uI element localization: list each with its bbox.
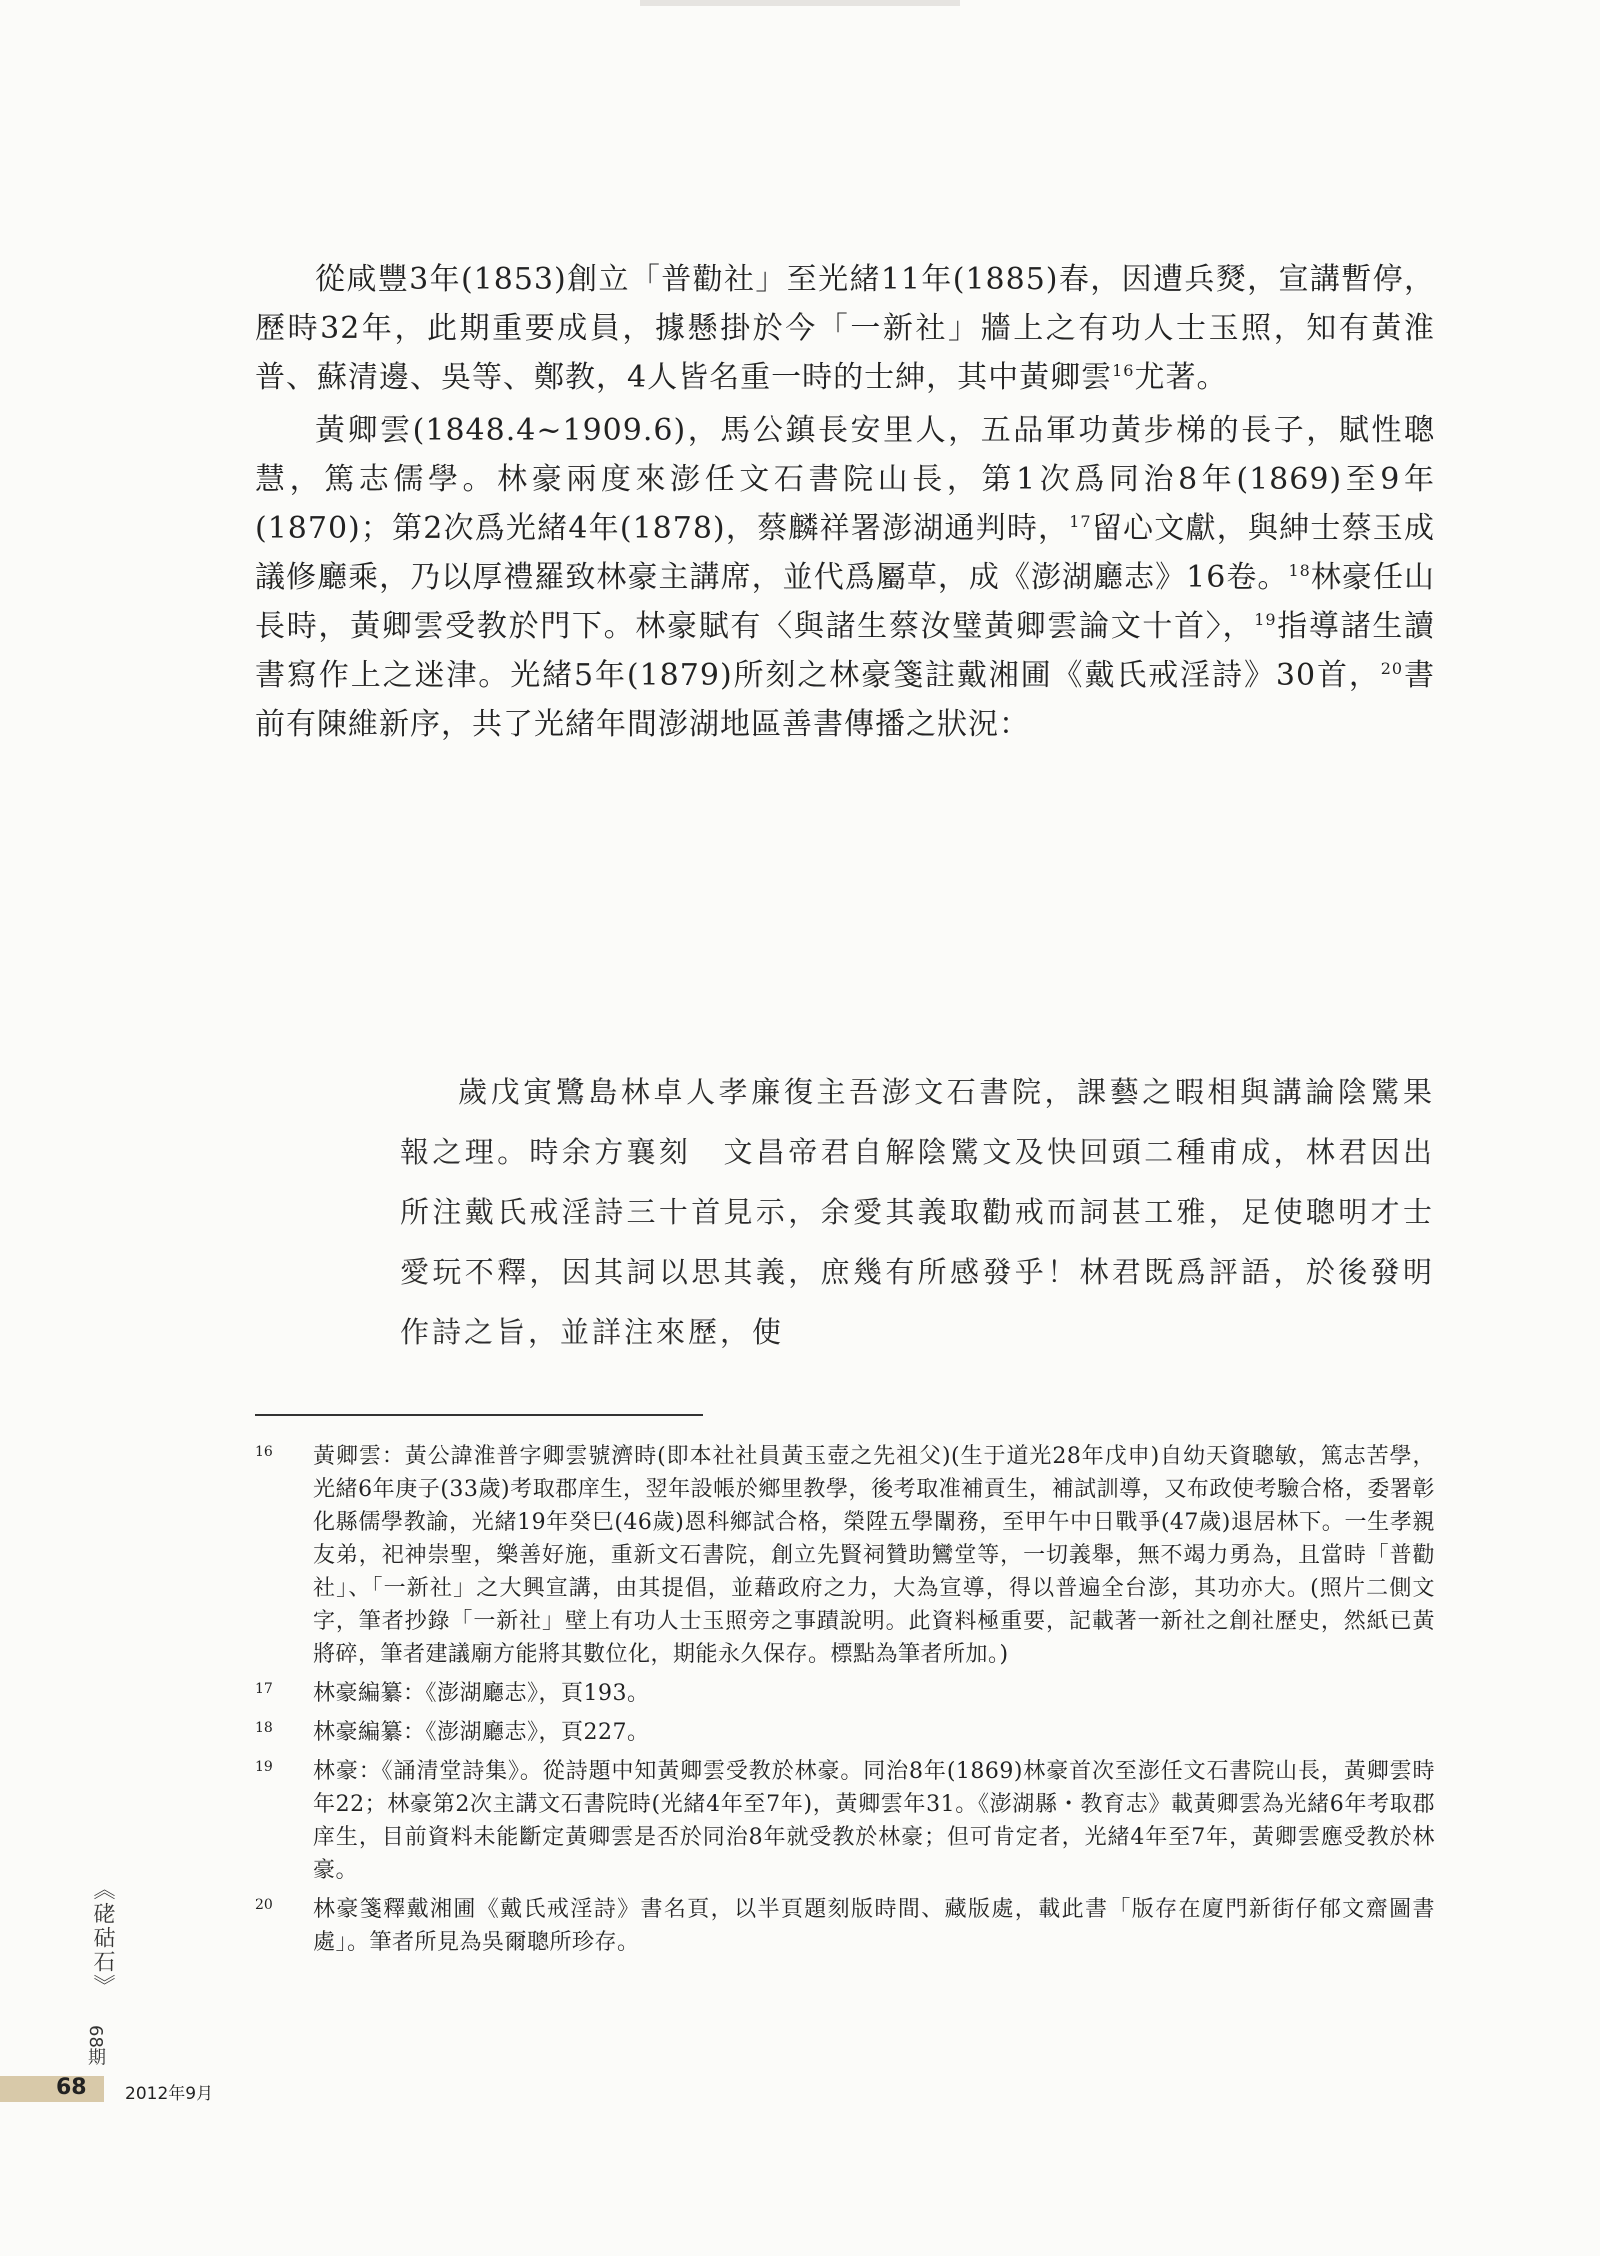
- footnote-item: [255, 1755, 1435, 1887]
- footnote-number: 18: [255, 1720, 273, 1736]
- footnote-ref-18[interactable]: 18: [1288, 561, 1311, 580]
- footnote-text: 林豪編纂：《澎湖廳志》，頁227。: [313, 1720, 650, 1745]
- footnote-item: [255, 1677, 1435, 1710]
- footnote-ref-16[interactable]: 16: [1112, 361, 1135, 380]
- footnote-ref-20[interactable]: 20: [1380, 659, 1404, 678]
- footnote-divider: [255, 1414, 703, 1416]
- footnote-ref-17[interactable]: 17: [1069, 512, 1092, 531]
- journal-title: 《硓𥑮石》: [90, 1878, 115, 1998]
- paragraph-1: 從咸豐3年(1853)創立「普勸社」至光緒11年(1885)春，因遭兵燹，宣講暫停，歷時32年，此期重要成員，據懸掛於今「一新社」牆上之有功人士玉照，知有黃淮普、蘇清邊、吳等、鄭教，4人皆名重一時的士紳，其中黃卿雲$^{16}$尤著。: [255, 262, 1435, 395]
- footnote-item: [255, 1893, 1435, 1959]
- footnote-text: 林豪：《誦清堂詩集》。從詩題中知黃卿雲受教於林豪。同治8年(1869)林豪首次至澎任文石書院山長，黃卿雲時年22；林豪第2次主講文石書院時(光緒4年至7年)，黃卿雲年31。《澎湖縣・教育志》載黃卿雲為光緒6年考取郡庠生，目前資料未能斷定黃卿雲是否於同治8年就受教於林豪；但可肯定者，光緒4年至7年，黃卿雲應受教於林豪。: [313, 1759, 1435, 1883]
- footnote-item: [255, 1440, 1435, 1671]
- footnote-number: 17: [255, 1681, 273, 1697]
- footnote-ref-19[interactable]: 19: [1254, 610, 1277, 629]
- quote-text: 歲戊寅鷺島林卓人孝廉復主吾澎文石書院，課藝之暇相與講論陰騭果報之理。時余方襄刻 文昌帝君自解陰騭文及快回頭二種甫成，林君因出所注戴氏戒淫詩三十首見示，余愛其義取勸戒而詞甚工雅，足使聰明才士愛玩不釋，因其詞以思其義，庶幾有所感發乎！林君既爲評語，於後發明作詩之旨，並詳注來歷，使: [400, 1075, 1435, 1349]
- footnote-item: [255, 1716, 1435, 1749]
- scan-top-mark: [640, 0, 960, 6]
- footnote-number: 19: [255, 1759, 273, 1775]
- issue-number: 68期: [85, 2025, 106, 2066]
- footnote-number: 16: [255, 1444, 273, 1460]
- publication-date: 2012年9月: [125, 2084, 214, 2104]
- footnote-number: 20: [255, 1897, 273, 1913]
- footnotes: [255, 1440, 1435, 1965]
- footnote-text: 黃卿雲：黃公諱淮普字卿雲號濟時(即本社社員黃玉壺之先祖父)(生于道光28年戊申)自幼天資聰敏，篤志苦學，光緒6年庚子(33歲)考取郡庠生，翌年設帳於鄉里教學，後考取准補貢生，補試訓導，又布政使考驗合格，委署彰化縣儒學教諭，光緒19年癸巳(46歲)恩科鄉試合格，榮陞五學闈務，至甲午中日戰爭(47歲)退居林下。一生孝親友弟，祀神崇聖，樂善好施，重新文石書院，創立先賢祠贊助鸞堂等，一切義舉，無不竭力勇為，且當時「普勸社」、「一新社」之大興宣講，由其提倡，並藉政府之力，大為宣導，得以普遍全台澎，其功亦大。(照片二側文字，筆者抄錄「一新社」壁上有功人士玉照旁之事蹟說明。此資料極重要，記載著一新社之創社歷史，然紙已黃將碎，筆者建議廟方能將其數位化，期能永久保存。標點為筆者所加。): [313, 1444, 1435, 1667]
- footnote-text: 林豪編纂：《澎湖廳志》，頁193。: [313, 1681, 650, 1706]
- page-number-bar: [0, 2076, 104, 2102]
- footnote-text: 林豪箋釋戴湘圃《戴氏戒淫詩》書名頁，以半頁題刻版時間、藏版處，載此書「版存在廈門新街仔郁文齋圖書處」。筆者所見為吳爾聰所珍存。: [313, 1897, 1435, 1955]
- main-body: [255, 255, 1435, 753]
- paragraph-2: 黃卿雲(1848.4~1909.6)，馬公鎮長安里人，五品軍功黃步梯的長子，賦性聰慧，篤志儒學。林豪兩度來澎任文石書院山長，第1次爲同治8年(1869)至9年(1870)；第2次爲光緒4年(1878)，蔡麟祥署澎湖通判時，$^{17}$留心文獻，與紳士蔡玉成議修廳乘，乃以厚禮羅致林豪主講席，並代爲屬草，成《澎湖廳志》16卷。$^{18}$林豪任山長時，黃卿雲受教於門下。林豪賦有〈與諸生蔡汝璧黃卿雲論文十首〉，$^{19}$指導諸生讀書寫作上之迷津。光緒5年(1879)所刻之林豪箋註戴湘圃《戴氏戒淫詩》30首，$^{20}$書前有陳維新序，共了光緒年間澎湖地區善書傳播之狀況：: [255, 413, 1436, 742]
- block-quote: [400, 1062, 1435, 1362]
- page-number: 68: [56, 2075, 87, 2100]
